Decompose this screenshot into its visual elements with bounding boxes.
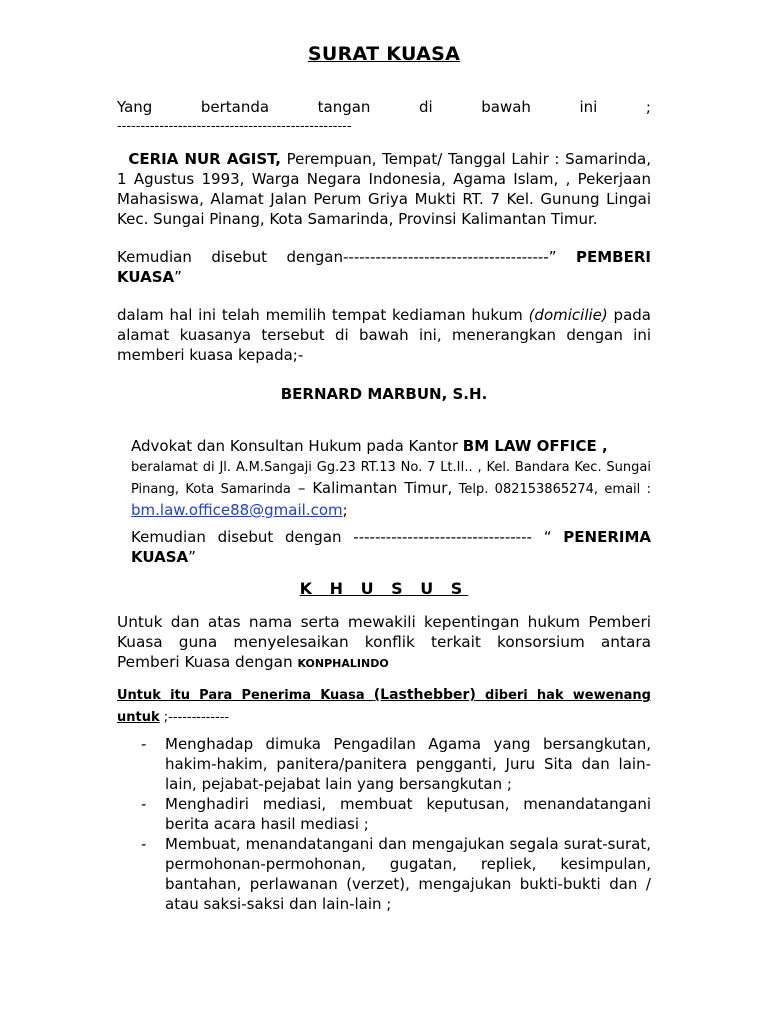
domicile-text-before: dalam hal ini telah memilih tempat kediaman hukum bbox=[117, 306, 529, 324]
intro-word: ini bbox=[579, 98, 598, 116]
list-item bbox=[117, 834, 651, 914]
authority-lasthebber: (Lasthebber) bbox=[373, 687, 476, 703]
intro-word: di bbox=[419, 98, 433, 116]
intro-word: bertanda bbox=[200, 98, 270, 116]
list-dash: - bbox=[141, 835, 147, 853]
giver-paragraph bbox=[117, 149, 651, 229]
giver-role: PEMBERI KUASA bbox=[117, 248, 651, 286]
domicile-term: (domicilie) bbox=[528, 306, 608, 324]
purpose-text: Untuk dan atas nama serta mewakili kepentingan hukum Pemberi Kuasa guna menyelesaikan konflik terkait konsorsium antara Pemberi Kuasa dengan bbox=[117, 613, 651, 671]
attorney-email-link[interactable]: bm.law.office88@gmail.com bbox=[131, 501, 343, 519]
receiver-role-line bbox=[131, 527, 651, 567]
attorney-address-c: – Kalimantan Timur, bbox=[290, 479, 453, 497]
document-title: SURAT KUASA bbox=[307, 43, 461, 65]
giver-role-close: ” bbox=[174, 268, 182, 286]
authority-list bbox=[117, 734, 651, 914]
domicile-paragraph bbox=[117, 305, 651, 365]
intro-line bbox=[117, 97, 651, 117]
receiver-role-prefix: Kemudian disebut dengan --------------------------------- “ bbox=[131, 528, 552, 546]
domicile-text-after: pada alamat kuasanya tersebut di bawah ini, menerangkan dengan ini memberi kuasa kepada;- bbox=[117, 306, 651, 364]
authority-a: Untuk itu Para Penerima Kuasa bbox=[117, 688, 374, 703]
intro-word: Yang bbox=[117, 98, 153, 116]
special-heading-wrap bbox=[0, 579, 768, 598]
purpose-paragraph bbox=[117, 612, 651, 674]
attorney-office: BM LAW OFFICE , bbox=[462, 437, 608, 455]
receiver-role-close: ” bbox=[188, 548, 196, 566]
intro-word: ; bbox=[645, 98, 651, 116]
attorney-address-end: ; bbox=[342, 501, 348, 519]
attorney-line1: Advokat dan Konsultan Hukum pada Kantor bbox=[131, 437, 463, 455]
giver-details: Perempuan, Tempat/ Tanggal Lahir : Samarinda, 1 Agustus 1993, Warga Negara Indonesia, Agama Islam, , Pekerjaan Mahasiswa, Alamat Jalan Perum Griya Mukti RT. 7 Kel. Gunung Lingai Kec. Sungai Pinang, Kota Samarinda, Provinsi Kalimantan Timur. bbox=[117, 150, 651, 228]
intro-word: bawah bbox=[481, 98, 531, 116]
list-item bbox=[117, 794, 651, 834]
giver-name: CERIA NUR AGIST, bbox=[128, 150, 281, 168]
list-item-text: Membuat, menandatangani dan mengajukan segala surat-surat, permohonan-permohonan, gugatan, repliek, kesimpulan, bantahan, perlawanan (verzet), mengajukan bukti-bukti dan / atau saksi-saksi dan lain-lain ; bbox=[165, 835, 651, 913]
intro-word: tangan bbox=[317, 98, 371, 116]
attorney-paragraph bbox=[131, 436, 651, 520]
receiver-role: PENERIMA KUASA bbox=[131, 528, 651, 566]
intro-dashes: -------------------------------------------------- bbox=[117, 119, 352, 134]
attorney-name: BERNARD MARBUN, S.H. bbox=[280, 385, 488, 403]
attorney-address-b: Jl. A.M.Sangaji Gg.23 RT.13 No. 7 Lt.II.. , Kel. Bandara Kec. Sungai Pinang, Kota Samarinda bbox=[131, 460, 651, 497]
list-item bbox=[117, 734, 651, 794]
authority-end: ;------------- bbox=[159, 710, 230, 725]
giver-role-line bbox=[117, 247, 651, 287]
attorney-address-a: beralamat di bbox=[131, 460, 220, 475]
purpose-party: KONPHALINDO bbox=[297, 657, 389, 670]
attorney-address-d: Telp. 082153865274, email : bbox=[452, 482, 652, 497]
authority-paragraph bbox=[117, 684, 651, 728]
list-item-text: Menghadiri mediasi, membuat keputusan, menandatangani berita acara hasil mediasi ; bbox=[165, 795, 651, 833]
giver-role-prefix: Kemudian disebut dengan--------------------------------------” bbox=[117, 248, 557, 266]
list-dash: - bbox=[141, 735, 147, 753]
authority-c: diberi hak wewenang untuk bbox=[117, 688, 651, 725]
special-heading: K H U S U S bbox=[299, 579, 469, 598]
list-dash: - bbox=[141, 795, 147, 813]
list-item-text: Menghadap dimuka Pengadilan Agama yang bersangkutan, hakim-hakim, panitera/panitera pengganti, Juru Sita dan lain-lain, pejabat-pejabat lain yang bersangkutan ; bbox=[165, 735, 651, 793]
